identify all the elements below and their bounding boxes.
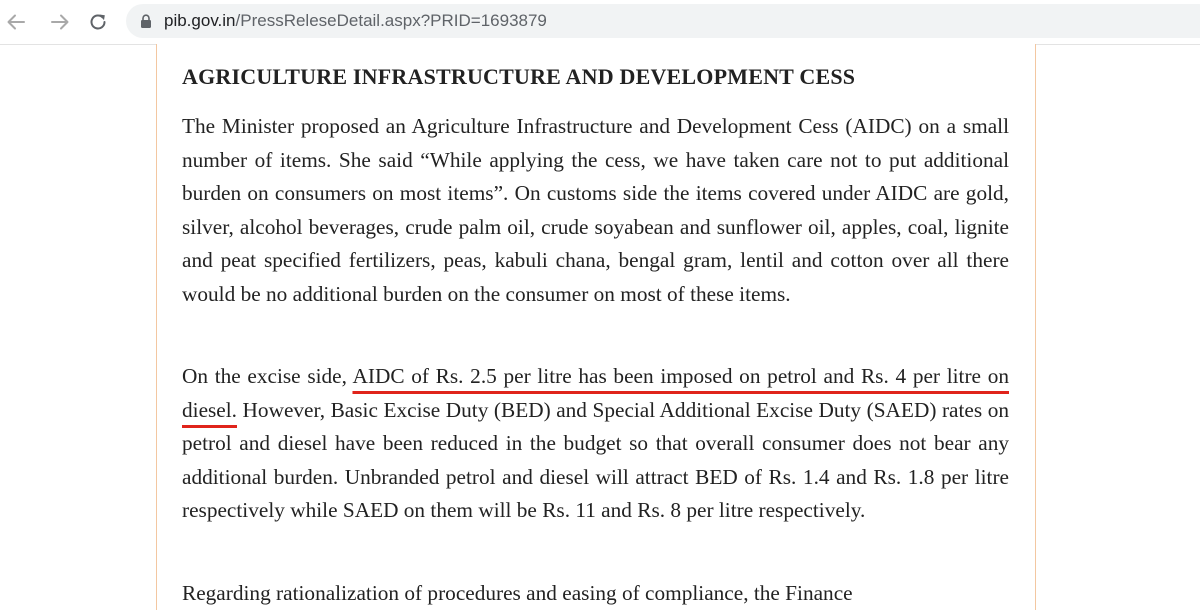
url-path: /PressReleseDetail.aspx?PRID=1693879 — [235, 11, 547, 30]
highlighted-text: AIDC of Rs. 2.5 per litre has been imposed on petrol and Rs. 4 per litre on diesel. — [182, 364, 1009, 422]
forward-button[interactable] — [46, 8, 74, 36]
url-host: pib.gov.in — [164, 11, 236, 30]
excise-body-text: However, Basic Excise Duty (BED) and Special Additional Excise Duty (SAED) rates on petrol and diesel have been reduced in the budget so that overall consumer does not bear any additional burden. Unbranded petrol and diesel will attract BED of Rs. 1.4 and Rs. 1.8 per litre respectively while SAED on them will be Rs. 11 and Rs. 8 per litre respectively. — [182, 397, 1009, 522]
paragraph-excise — [182, 360, 1009, 528]
browser-toolbar — [0, 0, 1200, 45]
reload-button[interactable] — [84, 8, 112, 36]
excise-lead-text: On the excise side, — [182, 364, 353, 388]
url-text[interactable] — [164, 4, 547, 38]
paragraph-aidc-intro: The Minister proposed an Agriculture Infrastructure and Development Cess (AIDC) on a small number of items. She said “While applying the cess, we have taken care not to put additional burden on consumers on most items”. On customs side the items covered under AIDC are gold, silver, alcohol beverages, crude palm oil, crude soyabean and sunflower oil, apples, coal, lignite and peat specified fertilizers, peas, kabuli chana, bengal gram, lentil and cotton over all there would be no additional burden on the consumer on most of these items. — [182, 114, 1009, 306]
lock-icon[interactable] — [140, 14, 152, 28]
section-heading: AGRICULTURE INFRASTRUCTURE AND DEVELOPMENT CESS — [182, 64, 856, 89]
arrow-left-icon — [5, 11, 27, 33]
back-button[interactable] — [2, 8, 30, 36]
arrow-right-icon — [49, 11, 71, 33]
reload-icon — [87, 11, 109, 33]
address-bar[interactable] — [126, 4, 1200, 38]
paragraph-rationalization: Regarding rationalization of procedures and easing of compliance, the Finance — [182, 581, 853, 605]
